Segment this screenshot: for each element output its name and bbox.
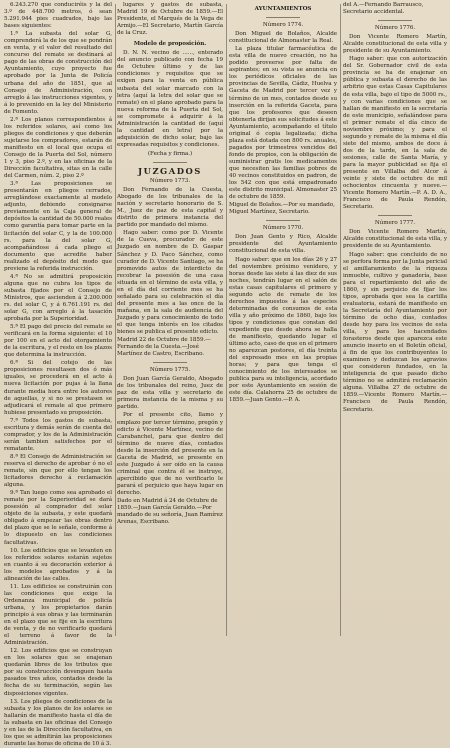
paragraph: D. N. N. vecino de ......, enterado del anuncio publicado con fecha 19 de Octubre último y de las condiciones y requisitos que se exigen para la venta en pública subasta del solar marcado con la letra (aquí la letra del solar que se remate) en el plano aprobado para la nueva reforma de la Puerta del Sol, se compromete á adquirir á la Administración la cantidad de (aquí la cantidad en letra) por la adquisición de dicho solar, bajo las expresadas requisitos y condiciones. — [117, 50, 223, 148]
separator — [266, 17, 300, 18]
paragraph: 12. Los edificios que se construyan en los solares que se enajenan quedarán libres de los tributos que por su construcción devenguen hasta pasados tres años, contados desde la fecha de su terminación, según las disposiciones vigentes. — [4, 648, 112, 697]
section-title: JUZGADOS — [138, 165, 202, 176]
paragraph: La plaza titular farmacéutica de esta villa de nuevo creación, no ha podido proveerse por falta de aspirantes; en su vista se anuncia en los periódicos oficiales de las provincias de Sevilla, Cádiz, Huelva y Gaceta de Madrid por tercer vez y término de un mes, contados desde su inserción en la referida Gaceta, para que los profesores que deseen obtenerla dirijan sus solicitudes á este Ayuntamiento, acompañando el título original ó copia legalizada; dicha plaza está dotada con 800 rs. anuales, pagados por trimestres vencidos del fondo de propios, con la obligación de suministrar gratis los medicamentos que necesiten las familias pobres de 40 vecinos constituidos en padron, de los 542 con que está empadronado este distrito municipal. Almonaster 25 de octubre de 1859. — [229, 46, 337, 201]
paragraph: Don Miguel de Bolaños, Alcalde constitucional de Almonaster la Real. — [229, 31, 337, 45]
paragraph: 3.ª Las proposiciones se presentarán en pliegos cerrados, arreglándose exactamente al modelo adjunto, debiendo consignarse previamente en la Caja general de depósitos la cantidad de 50.000 reales como garantía para tomar parte en la licitación del solar C, y la de 100.000 rs. para la del solar G, acompañándose á cada pliego el documento que acredite haber realizado el depósito del modo que previene la referida instrucción. — [4, 181, 112, 272]
paragraph: 1.ª La subasta del solar G, comprenderá la de los que se pondrán en venta, y el valor del resultado del concurso del remate se destinará al pago de las obras de construcción del Ayuntamiento, cuyo proyecto fue aprobado por la Junta de Policía urbana del año de 1851, que al Consejo de Administración, con arreglo á las instrucciones vigentes, y á lo prevenido en la ley del Ministerio de Fomento. — [4, 31, 112, 115]
paragraph: 4.ª No se admitirá proposición alguna que no cubra los tipos de subasta fijados por el Consejo de Ministros, que ascienden á 2.200.000 rs. del solar C, y á 6.761.191 rs. del solar G, con arreglo á la tasación aprobada por la Superioridad. — [4, 273, 112, 323]
signature: Madrid 22 de Octubre de 1859.—Fernando de la Cuesta.—José Martínez de Castro, Escribano. — [117, 337, 211, 358]
paragraph: Don Vicente Romero Martín, Alcalde constitucional de esta villa, y presidente de su Ayuntamiento. — [343, 229, 447, 250]
notice-number: Número 1770. — [262, 225, 304, 232]
paragraph: Hago saber: como por D. Vicente de la Cueva, procurador de este Juzgado en nombre de D. Gaspar Sánchez y D. Paco Sánchez, como curador de D. Vicente Santiago, se ha promovido autos de interdicto de recobrar la posesión de una casa situada en el término de esta villa, y en el día del corriente mes se ha señalado para su celebración el día del presente mes a las once de la mañana, en la sala de audiencia del Juzgado y para conocimiento de todo el que tenga interés en los citados bienes se publica el presente edicto. — [117, 230, 223, 336]
model-signature: (Fecha y firma.) — [147, 150, 193, 157]
paragraph: Hago saber: que en los días 26 y 27 del noviembre próximo venidero, y horas desde las siete á las diez de sus noches, tendrán lugar en el salón de estas casas capitulares el primero y segundo acto de remate de los derechos impuestos á las especies determinadas de consumos de esta villa y año próximo de 1860, bajo los tipos y condiciones que constan del expediente que desde ahora se halla de manifiesto, quedando lugar el último acto, caso de que en el primero no aparezcan postores, el día treinta del expresado mes en las propias horas; y para que tenga el conocimiento de los interesados se publica para su inteligencia, acordado por este Ayuntamiento en sesión de este día. Calahorra 25 de octubre de 1859.—Juan Gento.—P. A. — [229, 256, 337, 404]
notice-number: Número 1775. — [149, 367, 191, 374]
paragraph: lugares y gastos de subasta, Madrid 19 de Octubre de 1859.—El Presidente, el Marqués de la Vega de Armijo.—El Secretario, Martín García de la Cruz. — [117, 2, 223, 37]
paragraph: Por el presente cito, llamo y emplazo por tercer término, pregón y edicto á Vicente Martínez, vecino de Carabanchel, para que dentro del término de nueve días, contados desde la inserción del presente en la Gaceta de Madrid, se presente en este Juzgado á ser oído en la causa criminal que contra él se instruye, apercibido que de no verificarlo le parará el perjuicio que haya lugar en derecho. — [117, 412, 223, 496]
notice-number: Número 1773. — [149, 178, 191, 185]
paragraph: 13. Los pliegos de condiciones de la subasta y los planos de los solares se hallarán de manifiesto hasta el día de la subasta en las oficinas del Consejo y en las de la Dirección facultativa, en los que se admitirán las proposiciones durante las horas de oficina de 10 á 3. — [4, 698, 112, 747]
paragraph: Don Juan García Geraldo, Abogado de los tribunales del reino, Juez de paz de esta villa y secretario de primera instancia de la misma y su partido. — [117, 376, 223, 411]
paragraph: Don Juan Gento y Rico, Alcalde presidente del Ayuntamiento constitucional de esta villa. — [229, 234, 337, 255]
paragraph: Don Fernando de la Cuesta, Abogado de los tribunales de la nación y secretario honorario de S. M., Juez de paz de esta capital y distrito de primera instancia del partido por mandado del mismo. — [117, 187, 223, 229]
section-title: AYUNTAMIENTOS — [254, 6, 312, 12]
paragraph: Hago saber: que con autorización del Sr. Gobernador civil de esta provincia se ha de enajenar en pública y subasta el derecho de las arbitrio que estas Casas Capitulares de esta villa, bajo el tipo de 5000 rs., y con varias condiciones que se hallan de manifiesto en la secretaría de este municipio, señalándose para el primer remate el día cinco de noviembre próximo; y para el segundo y remate de la misma el día siete del mismo, ambos de doce á dos de la tarde, en la sala de sesiones, calle de Santa María, y para la mayor publicidad se fija el presente en Villalba del Alcor á veinte y siete de octubre de mil ochocientos cincuenta y nueve.—Vicente Romero Martín.—P. A. D. A., Francisco de Paula Rendón, Secretario. — [343, 56, 447, 211]
column-2 — [117, 2, 223, 638]
separator — [378, 20, 412, 21]
paragraph: Hago saber: que concluido de no se perfora forma por la Junta pericial el amillaramiento de la riqueza inmueble, cultivo y ganadería, base para el repartimiento del año de 1860, y sin perjuicio de fijar los tipos, aprobada que sea la cartilla evaluatoria, estará de manifiesto en la Secretaría del Ayuntamiento por término de ocho días, contados desde hoy para los vecinos de esta villa, y para los hacendados forasteros desde que aparezca este anuncio inserto en el Boletín oficial, á fin de que los contribuyentes lo examinen y deduzcan los agravios que consideren fundados, en la inteligencia de que pasado dicho término no se admitirá reclamación alguna. Villalba 27 de octubre de 1859.—Vicente Romero Martín.—Francisco de Paula Rendón, Secretario. — [343, 251, 447, 413]
separator — [378, 215, 412, 216]
paragraph: 7.ª Todos los gastos de subasta, escritura y demás serán de cuenta del comprador, y los de la Administración serán tambien satisfechos por el rematante. — [4, 417, 112, 452]
model-title: Modelo de proposición. — [133, 41, 207, 48]
paragraph: 9.ª Tan luego como sea aprobado el remate por la Superioridad se dará posesión al comprador del solar objeto de la subasta, y este quedará obligado á empezar las obras dentro del plazo que se le señale, conforme á lo dispuesto en las condiciones facultativas. — [4, 490, 112, 546]
column-3 — [229, 2, 337, 638]
column-rule — [115, 4, 116, 636]
column-rule — [340, 4, 341, 636]
column-rule — [226, 4, 227, 636]
paragraph: 11. Los edificios se construirán con las condiciones que exige la Ordenanza municipal de policía urbana, y los propietarios darán principio á sus obras y las terminarán en el plazo que se fije en la escritura de venta, y de no verificarlo quedará el terreno á favor de la Administración. — [4, 583, 112, 647]
paragraph: Don Vicente Romero Martín, Alcalde constitucional de esta villa y presidente de su Ayuntamiento. — [343, 34, 447, 55]
column-1 — [4, 2, 112, 747]
paragraph: 2.ª Los planos correspondientes á los referidos solares, así como los pliegos de condiciones y que deberán sujetarse los compradores, estarán de manifiesto en el local que ocupa el Consejo de la Puerta del Sol, número 1 y 3, piso 2.º, y en las oficinas de la Dirección facultativa, sitas en la calle del Carmen, núm. 2, piso 2.º — [4, 116, 112, 180]
paragraph: 5.ª El pago del precio del remate se verificará en la forma siguiente: el 10 por 100 en el acto del otorgamiento de la escritura, y el resto en los plazos que determina la instrucción. — [4, 324, 112, 359]
notice-number: Número 1776. — [374, 25, 416, 32]
signature: Dado en Madrid á 24 de Octubre de 1859.—Juan García Geraldo.—Por mandado de su señoría, Juan Ramírez Arenas, Escribano. — [117, 498, 223, 526]
notice-number: Número 1777. — [374, 220, 416, 227]
notice-number: Número 1774. — [262, 22, 304, 29]
column-4 — [343, 2, 447, 638]
separator — [266, 220, 300, 221]
separator — [153, 362, 187, 363]
signature: Miguel de Bolaños.—Por su mandado, Miguel Martínez, Secretario. — [229, 202, 335, 216]
paragraph: 10. Los edificios que se levanten en los referidos solares estarán sujetos en cuanto á su decoración exterior á los modelos aprobados y á la alineación de las calles. — [4, 547, 112, 582]
paragraph: 6.243.270 que conduciréis y la del 3.º de 448.700 metros, ó sean 5.291.944 pies cuadrados, bajo las bases siguientes: — [4, 2, 112, 30]
paragraph: 8.ª El Consejo de Administración se reserva el derecho de aprobar ó no el remate, sin que por ello tengan los licitadores derecho á reclamación alguna. — [4, 453, 112, 489]
separator — [153, 162, 187, 163]
paragraph: 6.ª Si del cotejo de las proposiciones resultasen dos ó más iguales, se procederá en el acto á nueva licitación por pujas á la llana durante media hora entre los autores de aquellas, y si no se prestasen se adjudicará el remate al que primero hubiese presentado su proposición. — [4, 360, 112, 416]
signature: del A.—Fernando Barrausco, Secretario accidental. — [343, 2, 424, 16]
